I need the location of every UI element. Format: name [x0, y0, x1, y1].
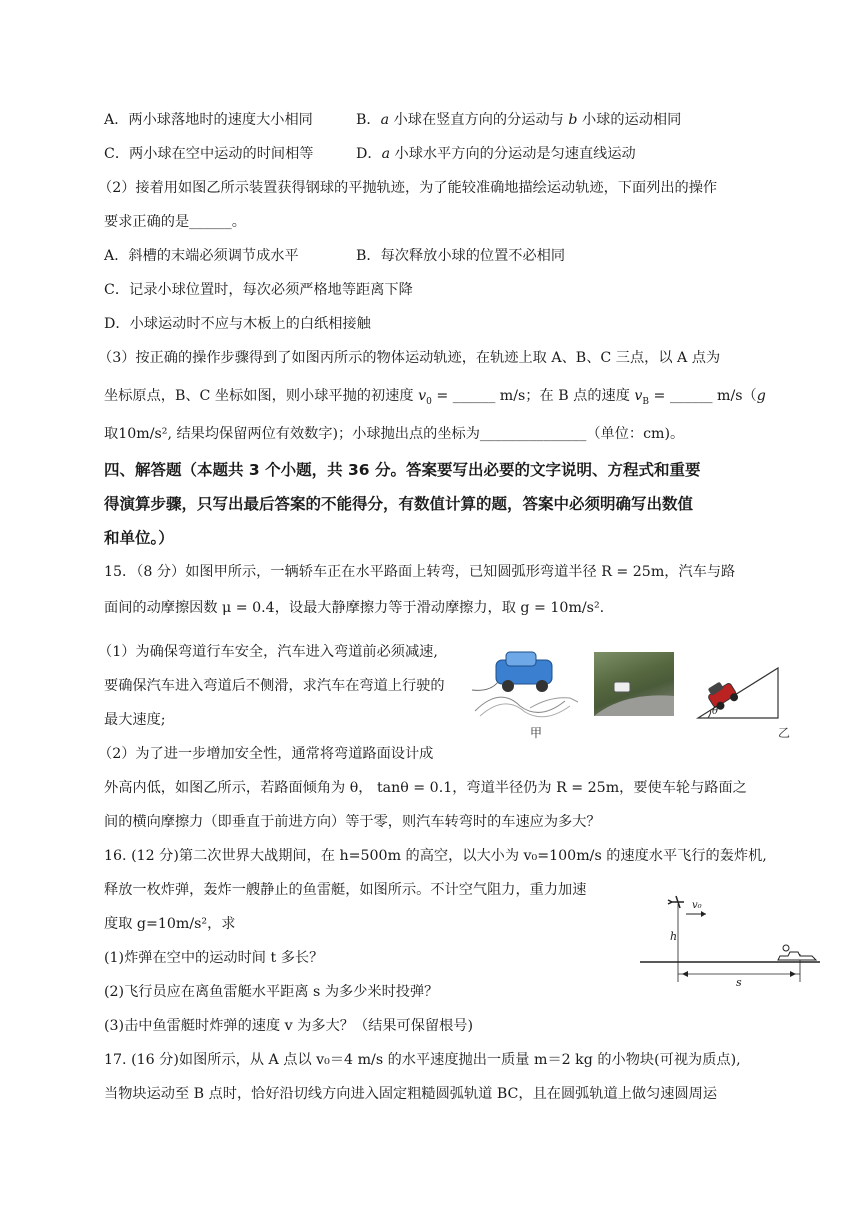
q15-car-skid-illustration: [470, 646, 580, 722]
section4-heading-line1: 四、解答题（本题共 3 个小题，共 36 分。答案要写出必要的文字说明、方程式和重要: [104, 461, 701, 479]
q14-part3-v0: v: [418, 388, 427, 404]
q14-option-a: A．两小球落地时的速度大小相同: [104, 112, 313, 128]
q14-option-b: [356, 110, 681, 130]
section4-heading-line3: 和单位。）: [104, 529, 174, 547]
q16-line3: 度取 g=10m/s²，求: [104, 916, 236, 932]
q14-part3-line1: （3）按正确的操作步骤得到了如图丙所示的物体运动轨迹，在轨迹上取 A、B、C 三点，以 A 点为: [98, 350, 721, 366]
q14-option-b-suffix: 小球的运动相同: [577, 112, 682, 128]
q14-option-d-ball-a: a: [381, 146, 391, 162]
q16-line1: 16. (12 分)第二次世界大战期间，在 h=500m 的高空，以大小为 v₀=100m/s 的速度水平飞行的轰炸机,: [104, 848, 767, 864]
q15-part1-line1: （1）为确保弯道行车安全，汽车进入弯道前必须减速,: [98, 644, 438, 660]
q15-part2-line3: 间的横向摩擦力（即垂直于前进方向）等于零，则汽车转弯时的车速应为多大？: [104, 814, 601, 830]
q16-fig-v0-label: v₀: [692, 900, 702, 911]
q14-part2-line2: 要求正确的是______。: [104, 214, 246, 230]
q14-option-d: [356, 144, 636, 164]
q14-part3-g: g: [756, 388, 766, 404]
q14-part3-text-b: = ______ m/s；在 B 点的速度: [431, 388, 635, 404]
q15-part1-line2: 要确保汽车进入弯道后不侧滑，求汽车在弯道上行驶的: [104, 678, 445, 694]
q14-part2-line1: （2）接着用如图乙所示装置获得钢球的平抛轨迹，为了能较准确地描绘运动轨迹，下面列出的操作: [98, 180, 718, 196]
q14-option-d-text: 小球水平方向的分运动是匀速直线运动: [390, 146, 636, 162]
q15-part1-line3: 最大速度;: [104, 712, 166, 728]
q16-line2: 释放一枚炸弹，轰炸一艘静止的鱼雷艇，如图所示。不计空气阻力，重力加速: [104, 882, 587, 898]
q14-option-d-prefix: D．: [356, 146, 382, 162]
q17-line1: 17. (16 分)如图所示，从 A 点以 v₀＝4 m/s 的水平速度抛出一质量 m＝2 kg 的小物块(可视为质点),: [104, 1052, 741, 1068]
q14-part3-line3: 取10m/s², 结果均保留两位有效数字)；小球抛出点的坐标为_______________（单位：cm)。: [104, 426, 685, 442]
q15-theta-label: θ: [712, 706, 719, 717]
q17-line2: 当物块运动至 B 点时，恰好沿切线方向进入固定粗糙圆弧轨道 BC，且在圆弧轨道上做匀速圆周运: [104, 1086, 718, 1102]
q14-option-b-ball-a: a: [380, 112, 390, 128]
q14-part3-v0-sub: 0: [426, 396, 432, 407]
q14-option-b-prefix: B．: [356, 112, 381, 128]
q14-option-b-ball-b: b: [568, 112, 578, 128]
q14-part2-option-a: A．斜槽的末端必须调节成水平: [104, 248, 299, 264]
q14-part2-option-d: D．小球运动时不应与木板上的白纸相接触: [104, 316, 371, 332]
q15-part2-line1: （2）为了进一步增加安全性，通常将弯道路面设计成: [98, 746, 434, 762]
q16-sub3: (3)击中鱼雷艇时炸弹的速度 v 为多大？（结果可保留根号): [104, 1018, 473, 1034]
q14-part3-vb-sub: B: [642, 396, 650, 407]
section4-heading-line2: 得演算步骤，只写出最后答案的不能得分，有数值计算的题，答案中必须明确写出数值: [104, 495, 694, 513]
q15-incline-diagram: [690, 660, 782, 720]
q15-caption-yi: 乙: [778, 726, 791, 740]
q16-sub2: (2)飞行员应在离鱼雷艇水平距离 s 为多少米时投弹？: [104, 984, 439, 1000]
q15-caption-jia: 甲: [530, 726, 543, 740]
q15-road-photo: [594, 652, 674, 716]
q14-part2-option-c: C．记录小球位置时，每次必须严格地等距离下降: [104, 282, 413, 298]
q14-part3-text-c: = ______ m/s（: [649, 388, 757, 404]
q16-sub1: (1)炸弹在空中的运动时间 t 多长？: [104, 950, 324, 966]
q14-part3-text-a: 坐标原点，B、C 坐标如图，则小球平抛的初速度: [104, 388, 419, 404]
q15-line2: 面间的动摩擦因数 μ = 0.4，设最大静摩擦力等于滑动摩擦力，取 g = 10m/s².: [104, 600, 605, 616]
q15-part2-line2: 外高内低，如图乙所示，若路面倾角为 θ， tanθ = 0.1，弯道半径仍为 R = 25m，要使车轮与路面之: [104, 780, 747, 796]
q14-part3-line2: [104, 386, 766, 412]
q16-bomber-diagram: [640, 890, 820, 990]
q14-part3-vb: v: [634, 388, 643, 404]
q14-part2-option-b: B．每次释放小球的位置不必相同: [356, 248, 566, 264]
q16-fig-s-label: s: [736, 976, 742, 989]
q16-fig-h-label: h: [670, 930, 678, 943]
q15-line1: 15．（8 分）如图甲所示，一辆轿车正在水平路面上转弯，已知圆弧形弯道半径 R = 25m，汽车与路: [104, 564, 736, 580]
q14-option-b-text: 小球在竖直方向的分运动与: [389, 112, 569, 128]
q14-option-c: C．两小球在空中运动的时间相等: [104, 146, 314, 162]
